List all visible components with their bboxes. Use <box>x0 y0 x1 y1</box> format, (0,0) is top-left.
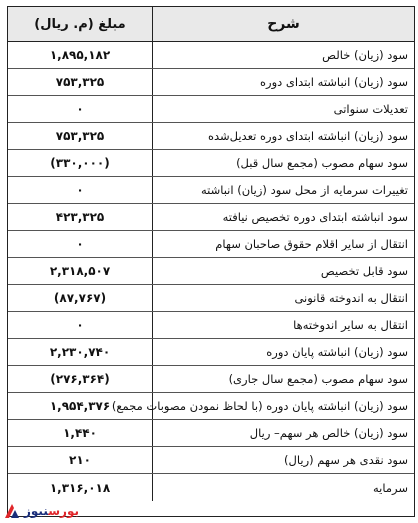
row-description: سود (زیان) انباشته ابتدای دوره تعدیل‌شده <box>152 123 414 149</box>
bourse-news-icon <box>3 502 21 520</box>
row-amount: ۱,۹۵۴,۳۷۶ <box>49 399 111 413</box>
row-amount: (۸۷,۷۶۷) <box>53 291 107 305</box>
row-amount: ۷۵۳,۳۲۵ <box>55 75 105 89</box>
row-description: تعدیلات سنواتی <box>152 96 414 122</box>
table-row <box>8 312 414 339</box>
table-row <box>8 96 414 123</box>
table-row <box>8 69 414 96</box>
row-amount: ۱,۸۹۵,۱۸۲ <box>49 48 111 62</box>
header-description: شرح <box>152 7 414 41</box>
watermark-text: بورسنیوز <box>24 504 79 518</box>
table-row <box>8 204 414 231</box>
row-description: انتقال به سایر اندوخته‌ها <box>152 312 414 338</box>
table-row <box>8 42 414 69</box>
row-amount: ۱,۳۱۶,۰۱۸ <box>49 480 111 495</box>
row-amount: ۰ <box>76 237 84 251</box>
header-amount: مبلغ (م. ریال) <box>34 16 126 32</box>
row-description: تغییرات سرمایه از محل سود (زیان) انباشته <box>152 177 414 203</box>
row-description: سود سهام مصوب (مجمع سال جاری) <box>152 366 414 392</box>
row-amount: ۰ <box>76 102 84 116</box>
table-row <box>8 447 414 474</box>
row-description: سود (زیان) انباشته پایان دوره <box>152 339 414 365</box>
table-row <box>8 231 414 258</box>
row-amount: ۷۵۳,۳۲۵ <box>55 129 105 143</box>
row-amount: (۳۳۰,۰۰۰) <box>50 156 110 170</box>
table-row <box>8 150 414 177</box>
table-row <box>8 123 414 150</box>
watermark-logo <box>3 502 79 520</box>
row-description: سود قابل تخصیص <box>152 258 414 284</box>
profit-distribution-table <box>7 6 415 517</box>
table-row <box>8 474 414 501</box>
row-amount: ۰ <box>76 183 84 197</box>
table-row <box>8 285 414 312</box>
row-amount: ۱,۴۴۰ <box>63 426 97 440</box>
row-description: سود (زیان) انباشته ابتدای دوره <box>152 69 414 95</box>
table-row <box>8 366 414 393</box>
row-description: سود (زیان) خالص هر سهم– ریال <box>152 420 414 446</box>
row-amount: ۲۱۰ <box>69 453 91 467</box>
table-row <box>8 258 414 285</box>
table-row <box>8 420 414 447</box>
row-amount: ۲,۳۱۸,۵۰۷ <box>49 264 111 278</box>
row-description: سود انباشته ابتدای دوره تخصیص نیافته <box>152 204 414 230</box>
row-description: انتقال از سایر اقلام حقوق صاحبان سهام <box>152 231 414 257</box>
row-amount: ۰ <box>76 318 84 332</box>
row-description: سود (زیان) خالص <box>152 42 414 68</box>
table-row <box>8 393 414 420</box>
row-description: سود نقدی هر سهم (ریال) <box>152 447 414 473</box>
table-row <box>8 339 414 366</box>
table-header <box>8 7 414 42</box>
row-description: سود (زیان) انباشته پایان دوره (با لحاظ نمودن مصوبات مجمع) <box>152 393 414 419</box>
row-amount: ۲,۲۳۰,۷۴۰ <box>49 345 111 359</box>
row-description: سرمایه <box>152 474 414 501</box>
row-amount: ۴۲۳,۳۲۵ <box>55 210 105 224</box>
row-description: انتقال به اندوخته قانونی <box>152 285 414 311</box>
row-amount: (۲۷۶,۳۶۴) <box>50 372 110 386</box>
row-description: سود سهام مصوب (مجمع سال قبل) <box>152 150 414 176</box>
table-row <box>8 177 414 204</box>
